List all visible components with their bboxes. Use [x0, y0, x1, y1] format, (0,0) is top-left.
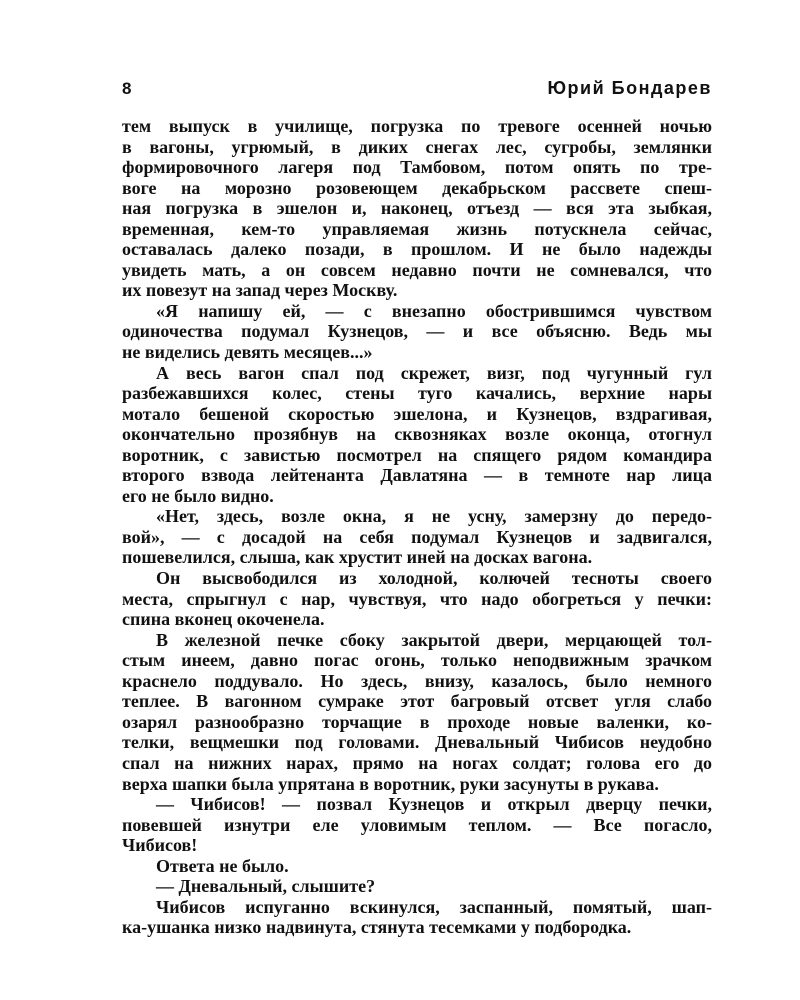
page-number: 8 — [122, 79, 132, 98]
text-line: теплее. В вагонном сумраке этот багровый отсвет угля слабо — [122, 691, 712, 712]
running-title: Юрий Бондарев — [547, 78, 712, 98]
text-line: одиночества подумал Кузнецов, — и все объясню. Ведь мы — [122, 321, 712, 342]
text-line: спал на нижних нарах, прямо на ногах солдат; голова его до — [122, 752, 712, 773]
text-line: пошевелился, слыша, как хрустит иней на досках вагона. — [122, 547, 593, 568]
text-line: — Чибисов! — позвал Кузнецов и открыл дверцу печки, — [156, 794, 712, 815]
text-line: спина вконец окоченела. — [122, 609, 325, 630]
text-line: ка-ушанка низко надвинута, стянута тесемками у подбородка. — [122, 917, 632, 938]
text-line: «Я напишу ей, — с внезапно обострившимся чувством — [156, 300, 712, 321]
paragraph — [122, 630, 712, 794]
paragraph — [122, 794, 712, 856]
text-line: воге на морозно розовеющем декабрьском рассвете спеш- — [122, 177, 712, 198]
text-line: верха шапки была упрятана в воротник, руки засунуты в рукава. — [122, 773, 659, 794]
text-line: его не было видно. — [122, 485, 274, 506]
text-line: — Дневальный, слышите? — [156, 876, 376, 897]
text-line: в вагоны, угрюмый, в диких снегах лес, сугробы, землянки — [122, 136, 712, 157]
text-line: места, спрыгнул с нар, чувствуя, что надо обогреться у печки: — [122, 588, 712, 609]
text-line: второго взвода лейтенанта Давлатяна — в темноте нар лица — [122, 465, 712, 486]
text-line: окончательно прозябнув на сквозняках возле оконца, отогнул — [122, 424, 712, 445]
paragraph — [122, 301, 712, 363]
paragraph — [122, 116, 712, 301]
body-text — [122, 116, 712, 938]
text-line: «Нет, здесь, возле окна, я не усну, замерзну до передо- — [156, 506, 712, 527]
text-line: стым инеем, давно погас огонь, только неподвижным зрачком — [122, 650, 712, 671]
text-line: воротник, с завистью посмотрел на спящего рядом командира — [122, 444, 712, 465]
text-line: формировочного лагеря под Тамбовом, потом опять по тре- — [122, 157, 712, 178]
text-line: краснело поддувало. Но здесь, внизу, казалось, было немного — [122, 670, 712, 691]
text-line: телки, вещмешки под головами. Дневальный Чибисов неудобно — [122, 732, 712, 753]
text-line: мотало бешеной скоростью эшелона, и Кузнецов, вздрагивая, — [122, 403, 712, 424]
text-line: А весь вагон спал под скрежет, визг, под чугунный гул — [156, 362, 712, 383]
text-line: оставалась далеко позади, в прошлом. И не было надежды — [122, 239, 712, 260]
text-line: Он высвободился из холодной, колючей тесноты своего — [156, 568, 712, 589]
text-line: озарял разнообразно торчащие в проходе новые валенки, ко- — [122, 711, 712, 732]
text-line: Ответа не было. — [156, 855, 289, 876]
paragraph — [122, 363, 712, 507]
text-line: не виделись девять месяцев...» — [122, 342, 373, 363]
text-line: Чибисов! — [122, 835, 198, 856]
text-line: их повезут на запад через Москву. — [122, 280, 398, 301]
text-line: ная погрузка в эшелон и, наконец, отъезд — вся эта зыбкая, — [122, 198, 712, 219]
text-line: В железной печке сбоку закрытой двери, мерцающей тол- — [156, 629, 712, 650]
paragraph — [122, 506, 712, 568]
paragraph — [122, 568, 712, 630]
text-line: разбежавшихся колес, стены туго качались, верхние нары — [122, 383, 712, 404]
text-line: вой», — с досадой на себя подумал Кузнецов и задвигался, — [122, 526, 712, 547]
text-line: тем выпуск в училище, погрузка по тревоге осенней ночью — [122, 116, 712, 136]
text-line: временная, кем-то управляемая жизнь потускнела сейчас, — [122, 218, 712, 239]
text-line: увидеть мать, а он совсем недавно почти не сомневался, что — [122, 259, 712, 280]
paragraph — [122, 856, 712, 877]
text-line: Чибисов испуганно вскинулся, заспанный, помятый, шап- — [156, 896, 712, 917]
text-line: повевшей изнутри еле уловимым теплом. — Все погасло, — [122, 814, 712, 835]
paragraph — [122, 876, 712, 897]
page-header — [122, 78, 712, 102]
paragraph — [122, 897, 712, 938]
